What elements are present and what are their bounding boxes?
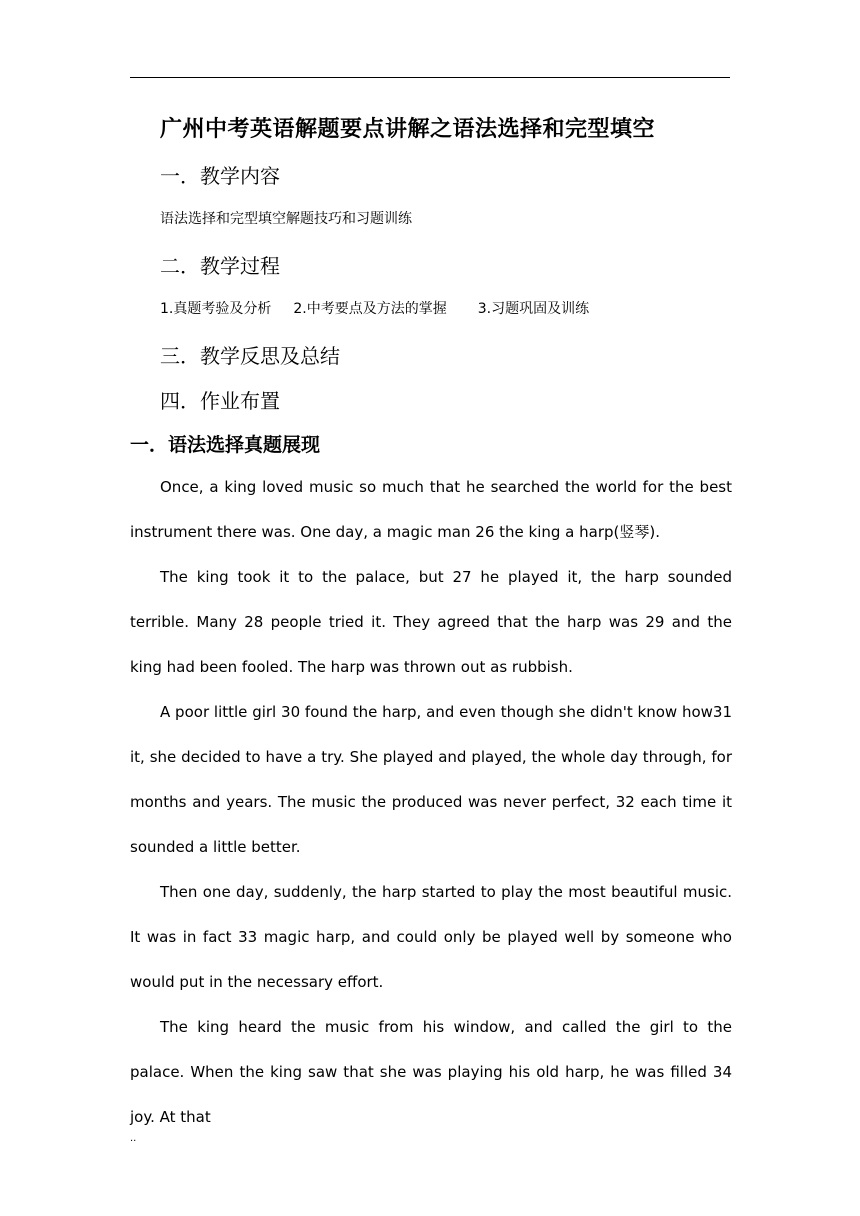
passage xyxy=(130,465,732,1140)
process-step-2: 2.中考要点及方法的掌握 xyxy=(293,301,447,317)
passage-paragraph: Then one day, suddenly, the harp started to play the most beautiful music. It was in fact 33 magic harp, and could only be played well by someone who would put in the necessary effort. xyxy=(130,883,732,991)
process-step-1: 1.真题考验及分析 xyxy=(160,301,272,317)
passage-paragraph: The king heard the music from his window, and called the girl to the palace. When the king saw that she was playing his old harp, he was filled 34 joy. At that xyxy=(130,1018,732,1126)
passage-paragraph: A poor little girl 30 found the harp, and even though she didn't know how31 it, she decided to have a try. She played and played, the whole day through, for months and years. The music the produced was never perfect, 32 each time it sounded a little better. xyxy=(130,703,732,856)
passage-paragraph: The king took it to the palace, but 27 he played it, the harp sounded terrible. Many 28 people tried it. They agreed that the harp was 29 and the king had been fooled. The harp was thrown out as rubbish. xyxy=(130,568,732,676)
document-title: 广州中考英语解题要点讲解之语法选择和完型填空 xyxy=(160,117,656,142)
part-heading-grammar: 一．语法选择真题展现 xyxy=(130,434,321,456)
section-text-teaching-content: 语法选择和完型填空解题技巧和习题训练 xyxy=(160,211,412,227)
process-step-3: 3.习题巩固及训练 xyxy=(477,301,590,317)
header-rule xyxy=(130,77,730,78)
section-heading-homework: 四．作业布置 xyxy=(160,389,280,413)
section-heading-teaching-content: 一．教学内容 xyxy=(160,164,280,188)
passage-paragraph: Once, a king loved music so much that he searched the world for the best instrument there was. One day, a magic man 26 the king a harp(竖琴). xyxy=(130,478,732,541)
section-heading-reflection: 三．教学反思及总结 xyxy=(160,344,340,368)
process-steps xyxy=(160,298,589,318)
section-heading-teaching-process: 二．教学过程 xyxy=(160,254,280,278)
footer-marker: .. xyxy=(130,1133,137,1144)
